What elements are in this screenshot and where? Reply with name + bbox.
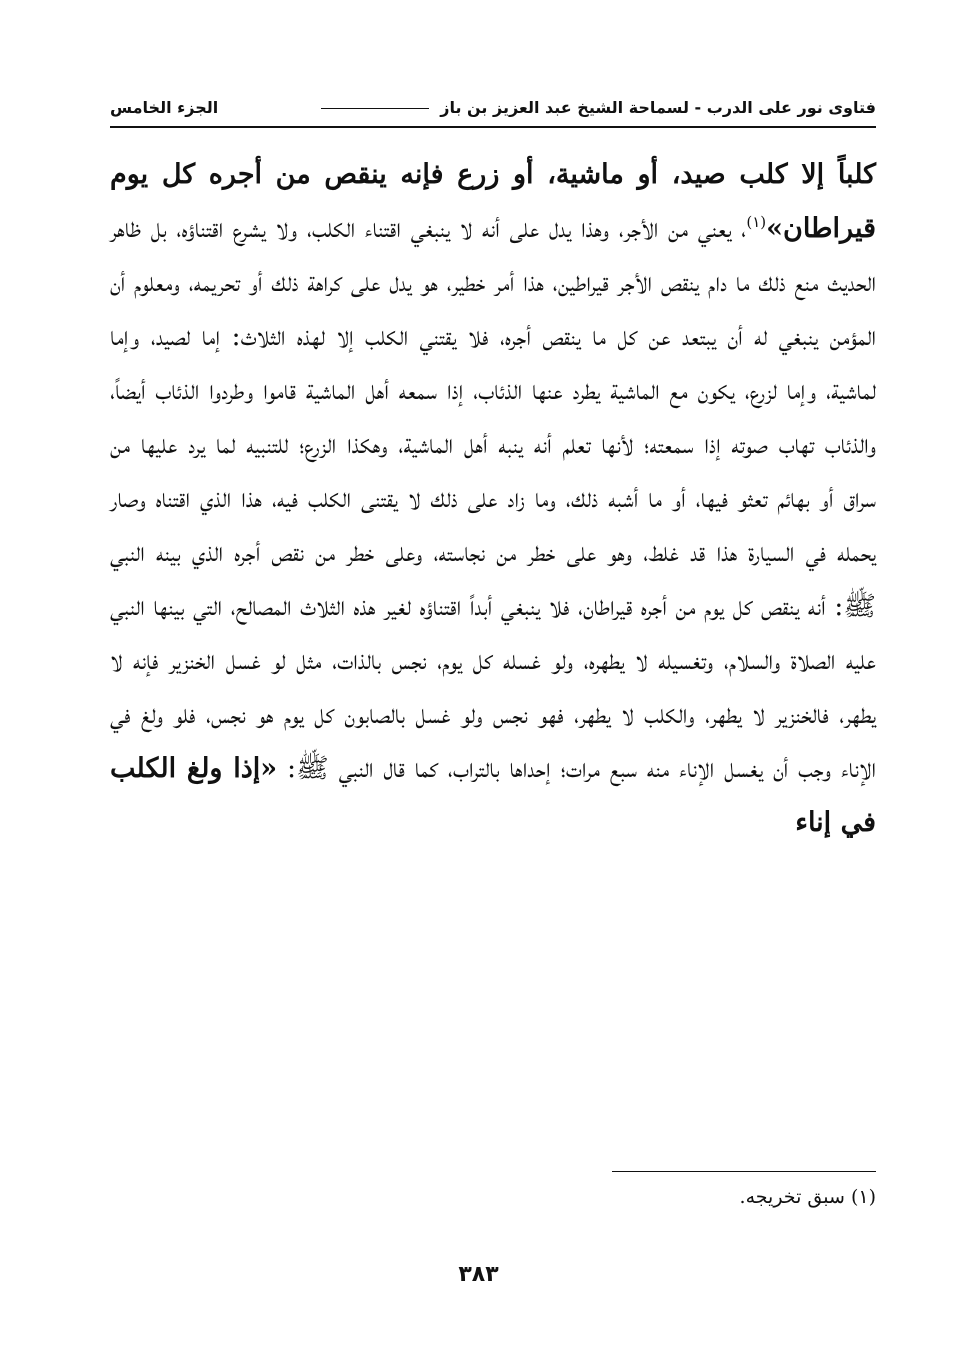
footnote-separator bbox=[612, 1171, 876, 1172]
page-number: ٣٨٣ bbox=[458, 1262, 499, 1287]
header-divider-line bbox=[321, 108, 429, 109]
footnote: (١) سبق تخريجه. bbox=[739, 1186, 876, 1208]
commentary-text: ، يعني من الأجر، وهذا يدل على أنه لا ينبغي اقتناء الكلب، ولا يشرع اقتناؤه، بل ظاهر الحديث منع ذلك ما دام ينقص الأجر قيراطين، هذا أمر خطير، هو يدل على كراهة ذلك أو تحريمه، ومعلوم أن المؤمن ينبغي له أن يبتعد عن كل ما ينقص أجره، فلا يقتني الكلب إلا لهذه الثلاث: إما لصيد، وإما لماشية، وإما لزرع، يكون مع الماشية يطرد عنها الذئاب، إذا سمعه أهل الماشية قاموا وطردوا الذئاب أيضاً، والذئاب تهاب صوته إذا سمعته؛ لأنها تعلم أنه ينبه أهل الماشية، وهكذا الزرع؛ للتنبيه لما يرد عليها من سراق أو بهائم تعثو فيها، أو ما أشبه ذلك، وما زاد على ذلك لا يقتنى الكلب فيه، هذا الذي اقتناه وصار يحمله في السيارة هذا قد غلط، وهو على خطر من نجاسته، وعلى خطر من نقص أجره الذي بينه النبي ﷺ: أنه ينقص كل يوم من أجره قيراطان، فلا ينبغي أبداً اقتناؤه لغير هذه الثلاث المصالح، التي بينها النبي عليه الصلاة والسلام، وتغسيله لا يطهره، ولو غسله كل يوم، نجس بالذات، مثل لو غسل الخنزير فإنه لا يطهر، فالخنزير لا يطهر، والكلب لا يطهر، فهو نجس ولو غسل بالصابون كل يوم هو نجس، فلو ولغ في الإناء وجب أن يغسل الإناء منه سبع مرات؛ إحداها بالتراب، كما قال النبي ﷺ: bbox=[110, 213, 876, 784]
body-paragraph bbox=[110, 148, 876, 850]
footnote-reference[interactable]: (١) bbox=[746, 213, 767, 231]
header-book-title: فتاوى نور على الدرب - لسماحة الشيخ عبد العزيز بن باز bbox=[440, 97, 876, 117]
hadith-quote-trail: «إذا ولغ الكلب في إناء bbox=[110, 753, 876, 838]
header-part-label: الجزء الخامس bbox=[110, 97, 219, 117]
hadith-quote-lead: كلباً إلا كلب صيد، أو ماشية، أو زرع فإنه ينقص من أجره كل يوم قيراطان» bbox=[110, 159, 876, 244]
running-header bbox=[110, 88, 876, 128]
header-book-title-group bbox=[315, 98, 876, 117]
